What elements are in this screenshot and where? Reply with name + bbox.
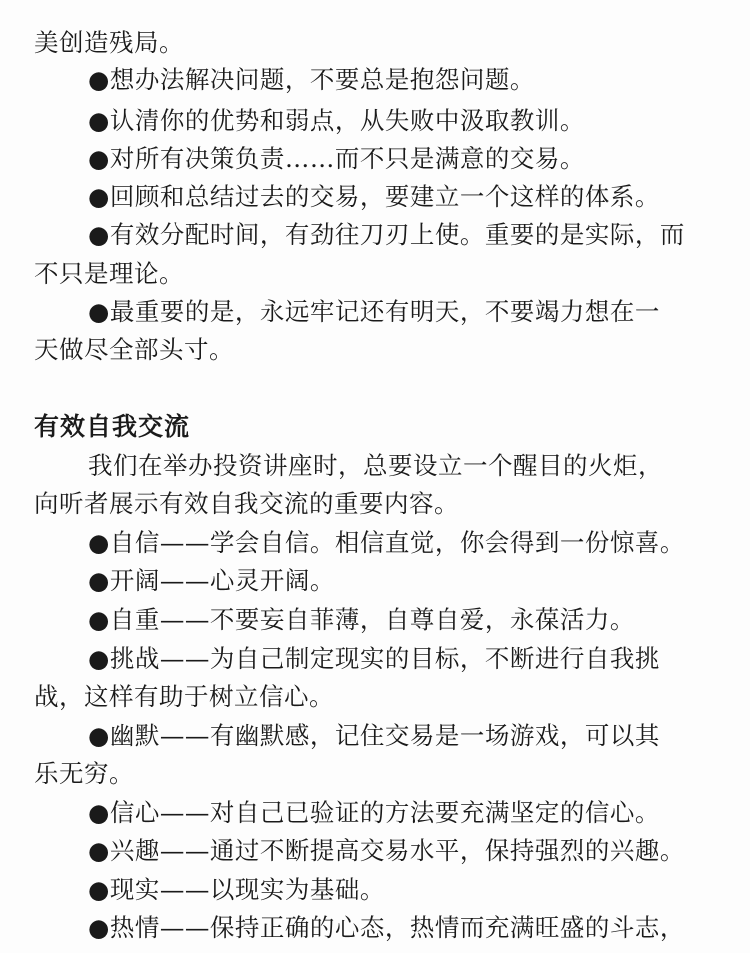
bullet-item: ●想办法解决问题，不要总是抱怨问题。	[88, 65, 535, 94]
bullet-item: ●对所有决策负责……而不只是满意的交易。	[88, 144, 585, 173]
bullet-item: ●幽默——有幽默感，记住交易是一场游戏，可以其	[88, 721, 660, 750]
bullet-item: ●自信——学会自信。相信直觉，你会得到一份惊喜。	[88, 528, 685, 557]
bullet-item: ●认清你的优势和弱点，从失败中汲取教训。	[88, 106, 585, 135]
text-line: 不只是理论。	[34, 259, 184, 288]
bullet-item: ●挑战——为自己制定现实的目标，不断进行自我挑	[88, 644, 660, 673]
bullet-item: ●回顾和总结过去的交易，要建立一个这样的体系。	[88, 182, 660, 211]
bullet-item: ●最重要的是，永远牢记还有明天，不要竭力想在一	[88, 297, 660, 326]
bullet-item: ●现实——以现实为基础。	[88, 875, 385, 904]
text-line: 乐无穷。	[34, 759, 134, 788]
section-heading: 有效自我交流	[34, 412, 191, 441]
bullet-item: ●自重——不要妄自菲薄，自尊自爱，永葆活力。	[88, 605, 635, 634]
bullet-item: ●热情——保持正确的心态，热情而充满旺盛的斗志，	[88, 913, 685, 942]
bullet-item: ●信心——对自己已验证的方法要充满坚定的信心。	[88, 798, 660, 827]
text-line: 天做尽全部头寸。	[34, 335, 234, 364]
text-line: 战，这样有助于树立信心。	[34, 682, 334, 711]
bullet-item: ●兴趣——通过不断提高交易水平，保持强烈的兴趣。	[88, 836, 685, 865]
bullet-item: ●有效分配时间，有劲往刀刃上使。重要的是实际，而	[88, 220, 685, 249]
text-line: 美创造残局。	[34, 28, 184, 57]
bullet-item: ●开阔——心灵开阔。	[88, 566, 335, 595]
paragraph-line: 我们在举办投资讲座时，总要设立一个醒目的火炬，	[88, 451, 663, 480]
paragraph-line: 向听者展示有效自我交流的重要内容。	[34, 489, 459, 518]
